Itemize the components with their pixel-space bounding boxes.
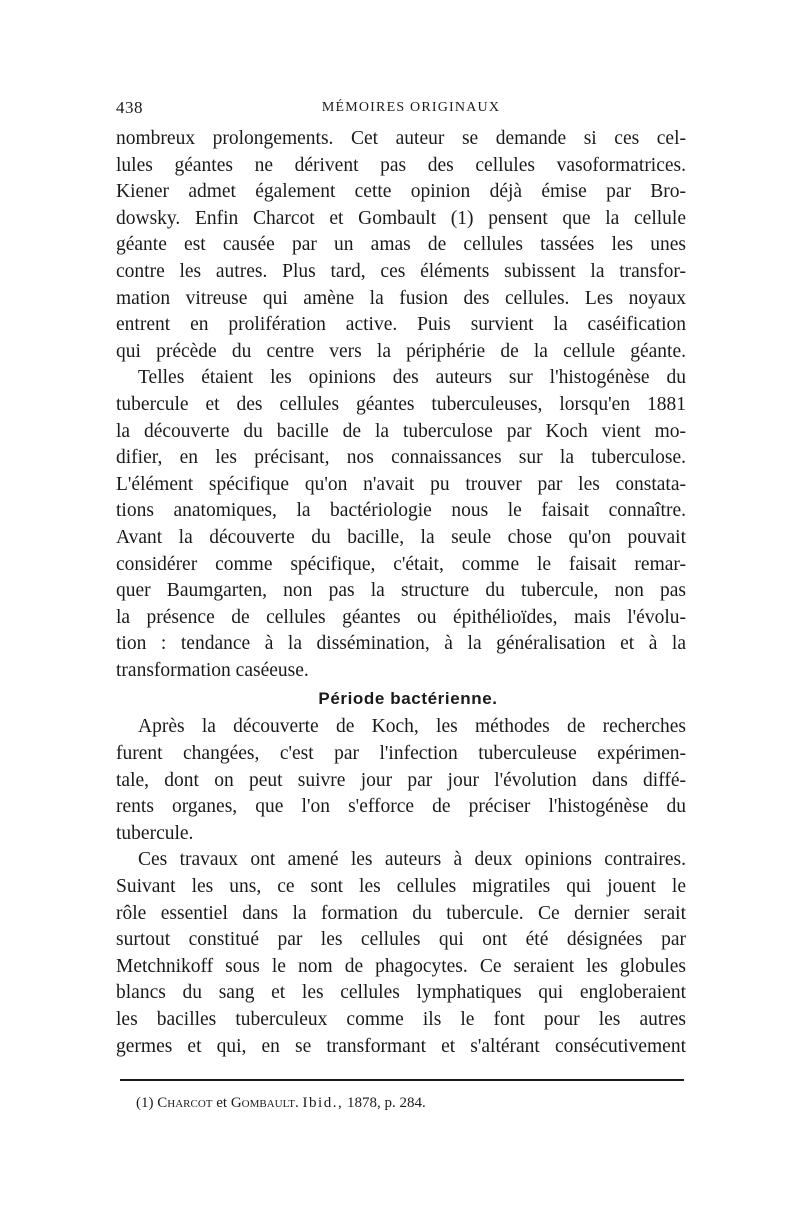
running-head: MÉMOIRES ORIGINAUX xyxy=(321,100,501,115)
text-line: Kiener admet également cette opinion déjà émise par Bro- xyxy=(116,181,686,203)
paragraph-1 xyxy=(116,126,686,365)
paragraph-3 xyxy=(116,714,686,847)
text-line: transformation caséeuse. xyxy=(116,659,309,681)
section-heading: Période bactérienne. xyxy=(318,689,498,709)
text-line: considérer comme spécifique, c'était, comme le faisait remar- xyxy=(116,553,686,575)
text-line: contre les autres. Plus tard, ces éléments subissent la transfor- xyxy=(116,260,686,282)
text-line: tubercule. xyxy=(116,822,194,844)
text-line: qui précède du centre vers la périphérie de la cellule géante. xyxy=(116,340,686,362)
text-line: Avant la découverte du bacille, la seule chose qu'on pouvait xyxy=(116,526,686,548)
text-line: quer Baumgarten, non pas la structure du tubercule, non pas xyxy=(116,580,686,602)
text-line: tubercule et des cellules géantes tuberculeuses, lorsqu'en 1881 xyxy=(116,393,686,415)
text-line: dowsky. Enfin Charcot et Gombault (1) pensent que la cellule xyxy=(116,207,686,229)
text-line: difier, en les précisant, nos connaissances sur la tuberculose. xyxy=(116,447,686,469)
paragraph-4 xyxy=(116,847,686,1060)
page-number: 438 xyxy=(116,98,143,117)
text-line: Après la découverte de Koch, les méthodes de recherches xyxy=(138,716,686,738)
text-line: entrent en prolifération active. Puis survient la caséification xyxy=(116,314,686,336)
text-line: germes et qui, en se transformant et s'altérant consécutivement xyxy=(116,1035,686,1057)
text-line: Metchnikoff sous le nom de phagocytes. Ce seraient les globules xyxy=(116,955,686,977)
text-line: rôle essentiel dans la formation du tubercule. Ce dernier serait xyxy=(116,902,686,924)
footnote-rule xyxy=(120,1079,684,1081)
text-line: lules géantes ne dérivent pas des cellules vasoformatrices. xyxy=(116,154,686,176)
text-line: L'élément spécifique qu'on n'avait pu trouver par les constata- xyxy=(116,473,686,495)
text-line: mation vitreuse qui amène la fusion des cellules. Les noyaux xyxy=(116,287,686,309)
text-line: géante est causée par un amas de cellules tassées les unes xyxy=(116,234,686,256)
text-line: tion : tendance à la dissémination, à la généralisation et à la xyxy=(116,633,686,655)
text-line: furent changées, c'est par l'infection tuberculeuse expérimen- xyxy=(116,743,686,765)
text-line: Suivant les uns, ce sont les cellules migratiles qui jouent le xyxy=(116,876,686,898)
text-line: surtout constitué par les cellules qui ont été désignées par xyxy=(116,929,686,951)
text-line: les bacilles tuberculeux comme ils le font pour les autres xyxy=(116,1009,686,1030)
text-line: la découverte du bacille de la tuberculose par Koch vient mo- xyxy=(116,420,686,442)
text-line: nombreux prolongements. Cet auteur se demande si ces cel- xyxy=(116,128,686,149)
text-line: rents organes, que l'on s'efforce de préciser l'histogénèse du xyxy=(116,796,686,818)
footnote-conjunction: et xyxy=(216,1095,228,1111)
text-line: blancs du sang et les cellules lymphatiques qui engloberaient xyxy=(116,982,686,1004)
footnote xyxy=(136,1095,426,1112)
text-line: tale, dont on peut suivre jour par jour l'évolution dans diffé- xyxy=(116,769,686,791)
page-header xyxy=(116,98,686,122)
text-line: la présence de cellules géantes ou épithélioïdes, mais l'évolu- xyxy=(116,606,686,628)
footnote-ref: Ibid., xyxy=(302,1095,344,1111)
body-text xyxy=(116,126,686,1060)
footnote-author: Charcot xyxy=(157,1095,213,1111)
paragraph-2 xyxy=(116,365,686,684)
footnote-marker: (1) xyxy=(136,1095,154,1111)
footnote-citation: 1878, p. 284. xyxy=(346,1095,426,1111)
text-line: tions anatomiques, la bactériologie nous le faisait connaître. xyxy=(116,500,686,522)
text-line: Telles étaient les opinions des auteurs sur l'histogénèse du xyxy=(138,367,686,389)
footnote-author: Gombault. xyxy=(230,1095,299,1111)
text-line: Ces travaux ont amené les auteurs à deux opinions contraires. xyxy=(138,849,686,871)
